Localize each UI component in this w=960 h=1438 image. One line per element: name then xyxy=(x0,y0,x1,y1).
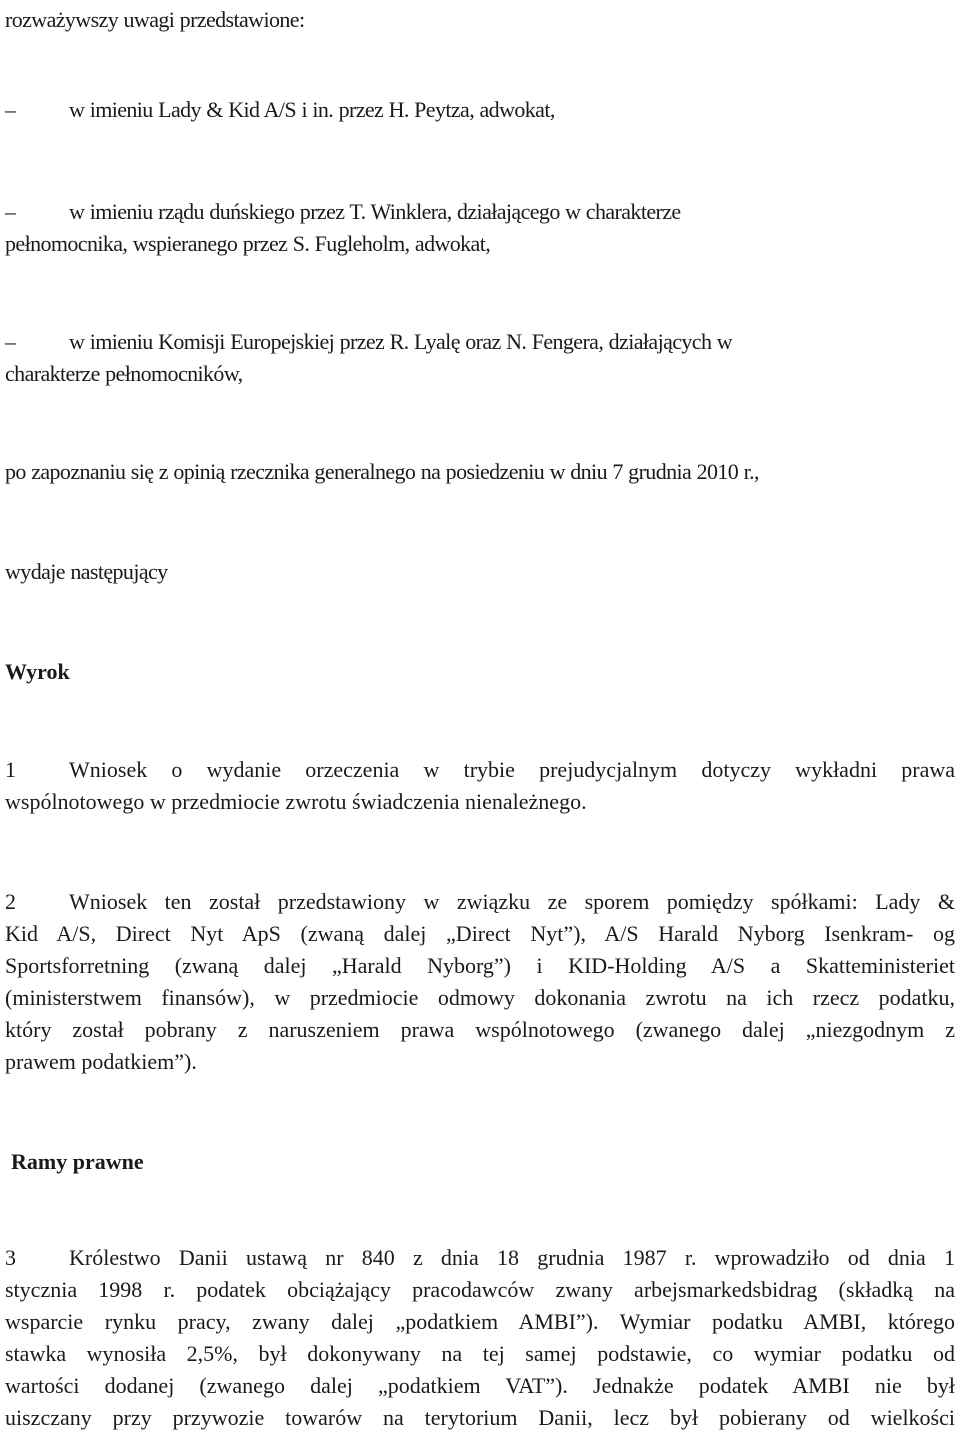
paragraph-line xyxy=(5,754,955,786)
paragraph-line: prawem podatkiem”). xyxy=(5,1049,197,1074)
representation-text: w imieniu Komisji Europejskiej przez R. Lyalę oraz N. Fengera, działających w xyxy=(69,329,733,354)
paragraph-number: 3 xyxy=(5,1245,16,1270)
paragraph-line: wartości dodanej (zwanego dalej „podatkiem VAT”). Jednakże podatek AMBI nie był xyxy=(5,1373,955,1398)
representation-text: pełnomocnika, wspieranego przez S. Fugleholm, adwokat, xyxy=(5,231,491,256)
paragraph-line: wspólnotowego w przedmiocie zwrotu świadczenia nienależnego. xyxy=(5,789,587,814)
representation-text: w imieniu rządu duńskiego przez T. Winklera, działającego w charakterze xyxy=(69,199,681,224)
representation-item-1 xyxy=(5,94,955,126)
dash-bullet: – xyxy=(5,329,16,354)
representation-item-2-continued xyxy=(5,228,955,260)
representation-text: w imieniu Lady & Kid A/S i in. przez H. Peytza, adwokat, xyxy=(69,97,555,122)
intro-text xyxy=(5,4,955,36)
representation-text: charakterze pełnomocników, xyxy=(5,361,243,386)
legal-framework-heading xyxy=(11,1146,960,1178)
paragraph-line xyxy=(5,886,955,918)
paragraph-1 xyxy=(5,754,955,818)
paragraph-line-text: Wniosek o wydanie orzeczenia w trybie prejudycjalnym dotyczy wykładni prawa xyxy=(69,757,955,782)
representation-item-2 xyxy=(5,196,955,228)
paragraph-line: Sportsforretning (zwaną dalej „Harald Nyborg”) i KID-Holding A/S a Skatteministeriet xyxy=(5,953,955,978)
dash-bullet: – xyxy=(5,199,16,224)
paragraph-line: Kid A/S, Direct Nyt ApS (zwaną dalej „Direct Nyt”), A/S Harald Nyborg Isenkram- og xyxy=(5,921,955,946)
dash-bullet: – xyxy=(5,97,16,122)
intro-text-content: rozważywszy uwagi przedstawione: xyxy=(5,7,305,32)
paragraph-line: (ministerstwem finansów), w przedmiocie odmowy dokonania zwrotu na ich rzecz podatku, xyxy=(5,985,955,1010)
judgment-heading xyxy=(5,656,955,688)
paragraph-3 xyxy=(5,1242,955,1434)
paragraph-line: stycznia 1998 r. podatek obciążający pracodawców zwany arbejsmarkedsbidrag (składką na xyxy=(5,1277,955,1302)
paragraph-line-text: Wniosek ten został przedstawiony w związku ze sporem pomiędzy spółkami: Lady & xyxy=(69,889,955,914)
representation-item-3 xyxy=(5,326,955,358)
paragraph-line xyxy=(5,1242,955,1274)
legal-framework-heading-text: Ramy prawne xyxy=(11,1149,144,1174)
representation-item-3-continued xyxy=(5,358,955,390)
paragraph-line-text: Królestwo Danii ustawą nr 840 z dnia 18 grudnia 1987 r. wprowadziło od dnia 1 xyxy=(69,1245,955,1270)
paragraph-line: uiszczany przy przywozie towarów na terytorium Danii, lecz był pobierany od wielkości xyxy=(5,1405,955,1430)
paragraph-number: 1 xyxy=(5,757,16,782)
paragraph-number: 2 xyxy=(5,889,16,914)
opinion-line-text: po zapoznaniu się z opinią rzecznika generalnego na posiedzeniu w dniu 7 grudnia 2010 r., xyxy=(5,459,759,484)
paragraph-line: wsparcie rynku pracy, zwany dalej „podatkiem AMBI”). Wymiar podatku AMBI, którego xyxy=(5,1309,955,1334)
opinion-line xyxy=(5,456,955,488)
paragraph-line: który został pobrany z naruszeniem prawa wspólnotowego (zwanego dalej „niezgodnym z xyxy=(5,1017,955,1042)
judgment-heading-text: Wyrok xyxy=(5,659,70,684)
paragraph-2 xyxy=(5,886,955,1078)
paragraph-line: stawka wynosiła 2,5%, był dokonywany na tej samej podstawie, co wymiar podatku od xyxy=(5,1341,955,1366)
issues-line xyxy=(5,556,955,588)
issues-line-text: wydaje następujący xyxy=(5,559,168,584)
